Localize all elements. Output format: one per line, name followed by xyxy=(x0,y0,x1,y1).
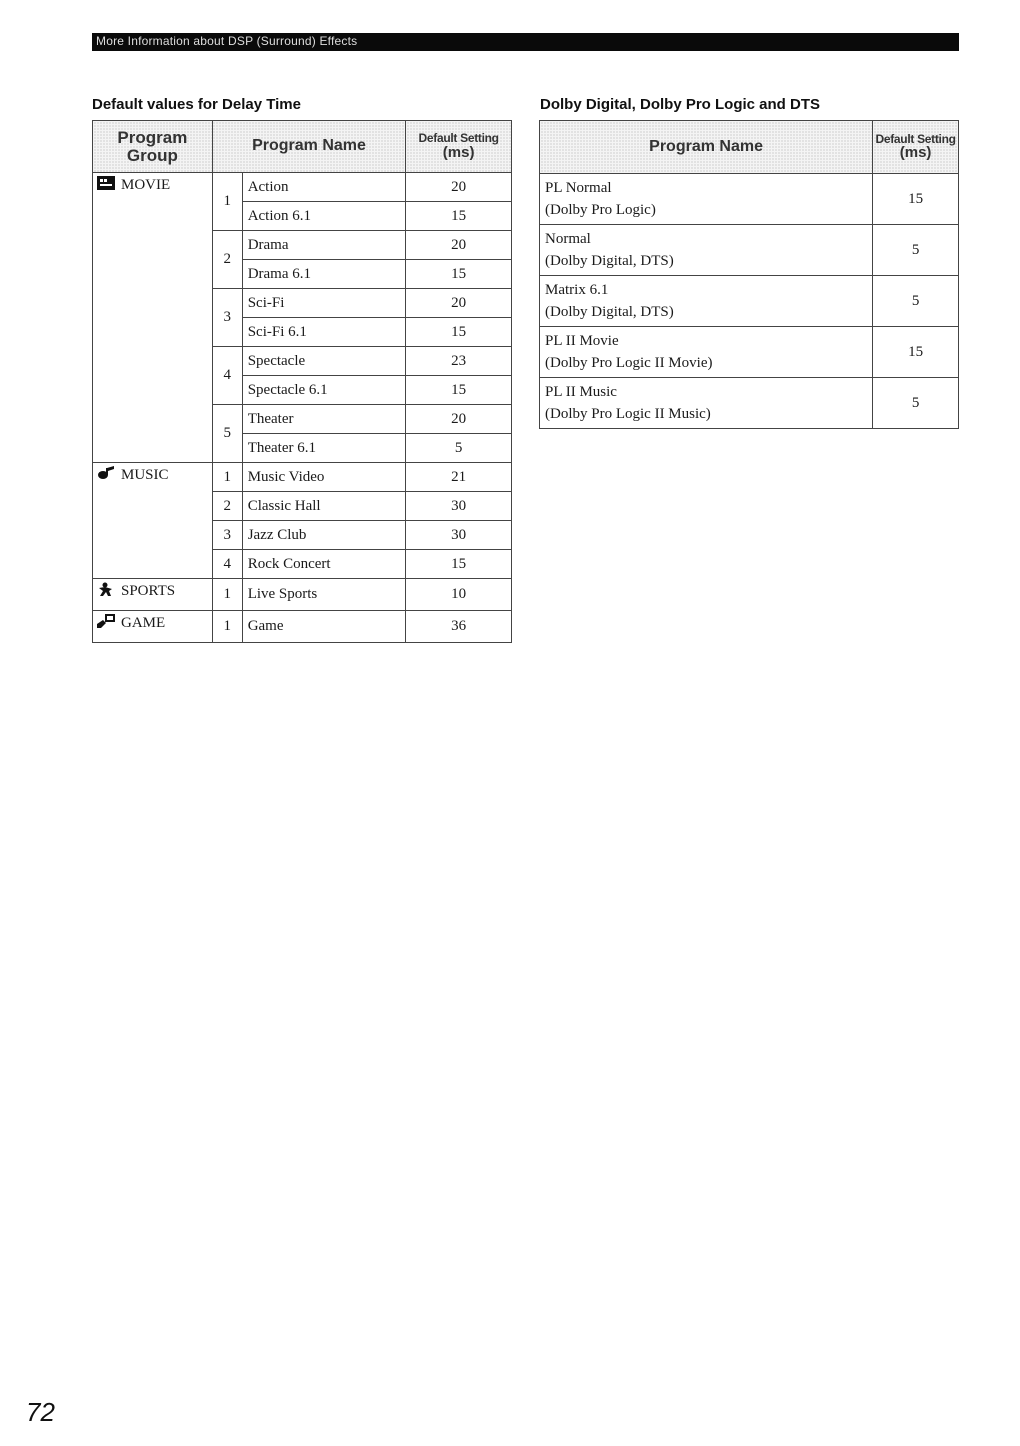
page-number: 72 xyxy=(26,1397,55,1427)
program-index: 3 xyxy=(212,289,242,347)
default-delay-value: 15 xyxy=(406,376,512,405)
program-name: Drama xyxy=(242,231,406,260)
default-delay-value: 5 xyxy=(406,434,512,463)
column-header-program-name: Program Name xyxy=(540,121,873,174)
program-name: Action xyxy=(242,173,406,202)
default-delay-value: 10 xyxy=(406,579,512,611)
default-delay-value: 15 xyxy=(406,260,512,289)
table-row xyxy=(93,173,512,202)
program-name: PL II Music xyxy=(545,384,617,400)
program-name: Live Sports xyxy=(242,579,406,611)
music-icon xyxy=(97,466,115,480)
default-delay-value: 20 xyxy=(406,289,512,318)
program-index: 4 xyxy=(212,550,242,579)
program-index: 2 xyxy=(212,231,242,289)
program-name: Theater 6.1 xyxy=(242,434,406,463)
default-delay-value: 15 xyxy=(406,550,512,579)
program-format: (Dolby Digital, DTS) xyxy=(545,253,674,269)
default-delay-value: 15 xyxy=(873,327,959,378)
table-row xyxy=(540,327,959,378)
program-index: 3 xyxy=(212,521,242,550)
default-delay-value: 30 xyxy=(406,492,512,521)
default-delay-value: 15 xyxy=(406,318,512,347)
table-row xyxy=(540,174,959,225)
program-group-label: GAME xyxy=(121,615,166,631)
section-header-bar xyxy=(92,33,959,51)
program-name-cell xyxy=(540,378,873,429)
program-format: (Dolby Pro Logic II Music) xyxy=(545,406,711,422)
program-name: Action 6.1 xyxy=(242,202,406,231)
default-delay-value: 20 xyxy=(406,231,512,260)
program-index: 2 xyxy=(212,492,242,521)
program-index: 1 xyxy=(212,579,242,611)
program-group-cell xyxy=(93,173,213,463)
program-name: Theater xyxy=(242,405,406,434)
program-index: 1 xyxy=(212,173,242,231)
program-index: 5 xyxy=(212,405,242,463)
section-header-title: More Information about DSP (Surround) Effects xyxy=(96,34,358,48)
program-name: Drama 6.1 xyxy=(242,260,406,289)
program-name: Jazz Club xyxy=(242,521,406,550)
table-row xyxy=(540,378,959,429)
movie-icon xyxy=(97,176,115,190)
program-name: PL Normal xyxy=(545,180,612,196)
program-name-cell xyxy=(540,276,873,327)
program-format: (Dolby Pro Logic II Movie) xyxy=(545,355,713,371)
default-delay-value: 5 xyxy=(873,276,959,327)
sports-icon xyxy=(97,582,115,596)
default-delay-value: 5 xyxy=(873,225,959,276)
program-group-cell xyxy=(93,463,213,579)
program-format: (Dolby Digital, DTS) xyxy=(545,304,674,320)
program-name: Sci-Fi 6.1 xyxy=(242,318,406,347)
left-table-title: Default values for Delay Time xyxy=(92,96,301,113)
column-header-default-setting: Default Setting (ms) xyxy=(406,121,512,173)
program-group-label: MOVIE xyxy=(121,177,171,193)
default-delay-value: 5 xyxy=(873,378,959,429)
program-name: Music Video xyxy=(242,463,406,492)
program-group-label: MUSIC xyxy=(121,467,169,483)
program-index: 4 xyxy=(212,347,242,405)
program-name: Spectacle 6.1 xyxy=(242,376,406,405)
column-header-program-name: Program Name xyxy=(212,121,405,173)
program-name: Matrix 6.1 xyxy=(545,282,609,298)
delay-time-table xyxy=(92,120,512,643)
default-delay-value: 15 xyxy=(406,202,512,231)
table-row xyxy=(540,225,959,276)
program-group-cell xyxy=(93,579,213,611)
default-delay-value: 30 xyxy=(406,521,512,550)
program-name: Rock Concert xyxy=(242,550,406,579)
program-group-cell xyxy=(93,611,213,643)
game-icon xyxy=(97,614,115,628)
program-name-cell xyxy=(540,225,873,276)
dolby-dts-table xyxy=(539,120,959,429)
default-delay-value: 20 xyxy=(406,173,512,202)
default-delay-value: 20 xyxy=(406,405,512,434)
program-name: Game xyxy=(242,611,406,643)
program-name: Spectacle xyxy=(242,347,406,376)
program-format: (Dolby Pro Logic) xyxy=(545,202,656,218)
default-delay-value: 23 xyxy=(406,347,512,376)
table-row xyxy=(93,463,512,492)
program-name-cell xyxy=(540,327,873,378)
program-index: 1 xyxy=(212,463,242,492)
default-delay-value: 21 xyxy=(406,463,512,492)
program-name: Normal xyxy=(545,231,591,247)
program-index: 1 xyxy=(212,611,242,643)
right-table-title: Dolby Digital, Dolby Pro Logic and DTS xyxy=(540,96,821,113)
default-delay-value: 15 xyxy=(873,174,959,225)
program-group-label: SPORTS xyxy=(121,583,176,599)
table-row xyxy=(540,276,959,327)
table-row xyxy=(93,611,512,643)
program-name: Classic Hall xyxy=(242,492,406,521)
program-name-cell xyxy=(540,174,873,225)
program-name: PL II Movie xyxy=(545,333,619,349)
column-header-default-setting: Default Setting (ms) xyxy=(873,121,959,174)
program-name: Sci-Fi xyxy=(242,289,406,318)
default-delay-value: 36 xyxy=(406,611,512,643)
table-row xyxy=(93,579,512,611)
column-header-program-group: Program Group xyxy=(93,121,213,173)
